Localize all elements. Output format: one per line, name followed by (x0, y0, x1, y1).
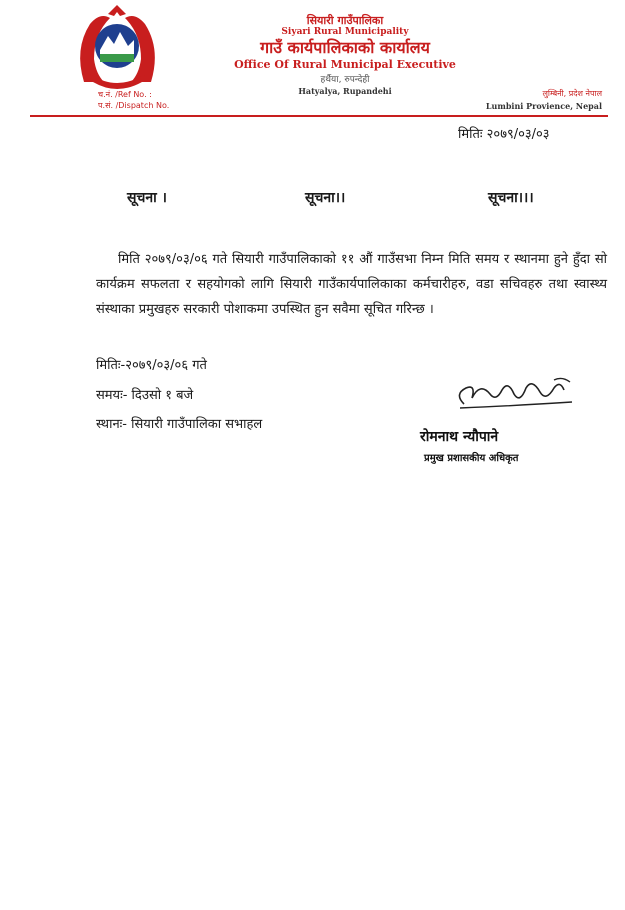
notice-heading-3: सूचना।।। (488, 190, 534, 206)
office-name-en: Office Of Rural Municipal Executive (234, 58, 456, 71)
meeting-time: समयः- दिउसो १ बजे (96, 388, 194, 403)
notice-heading-2: सूचना।। (305, 190, 346, 206)
signatory-title: प्रमुख प्रशासकीय अधिकृत (424, 453, 519, 464)
reference-block (98, 89, 169, 111)
letterhead-title-block (220, 14, 470, 96)
place-en: Hatyalya, Rupandehi (298, 86, 392, 96)
office-name-np: गाउँ कार्यपालिकाको कार्यालय (260, 38, 430, 57)
municipality-name-np: सियारी गाउँपालिका (306, 14, 384, 27)
dispatch-no-label: प.सं. /Dispatch No. (98, 101, 170, 110)
signatory-name: रोमनाथ न्यौपाने (420, 429, 499, 445)
meeting-place: स्थानः- सियारी गाउँपालिका सभाहल (96, 417, 263, 432)
place-np: हर्थैया, रुपन्देही (320, 75, 370, 85)
notice-body: मिति २०७९/०३/०६ गते सियारी गाउँपालिकाको ११ औं गाउँसभा निम्न मिति समय र स्थानमा हुने हुँदा सो कार्यक्रम सफलता र सहयोगको लागि सियारी गाउँकार्यपालिकाका कर्मचारीहरु, वडा सचिवहरु तथा स्वास्थ्य संस्थाका प्रमुखहरु सरकारी पोशाकमा उपस्थित हुन सवैमा सूचित गरिन्छ । (96, 252, 607, 317)
ref-no-label: च.नं. /Ref No. : (98, 90, 152, 99)
handwritten-signature (450, 376, 580, 414)
province-block (486, 88, 602, 112)
municipality-name-en: Siyari Rural Municipality (281, 27, 409, 37)
province-en: Lumbini Provience, Nepal (485, 101, 602, 111)
province-np: लुम्बिनी, प्रदेश नेपाल (542, 89, 602, 98)
meeting-date: मितिः-२०७९/०३/०६ गते (96, 358, 207, 373)
letter-date: मितिः २०७९/०३/०३ (458, 127, 550, 142)
nepal-emblem-icon (70, 4, 165, 89)
notice-heading-1: सूचना । (127, 190, 167, 206)
header-divider (30, 115, 608, 117)
